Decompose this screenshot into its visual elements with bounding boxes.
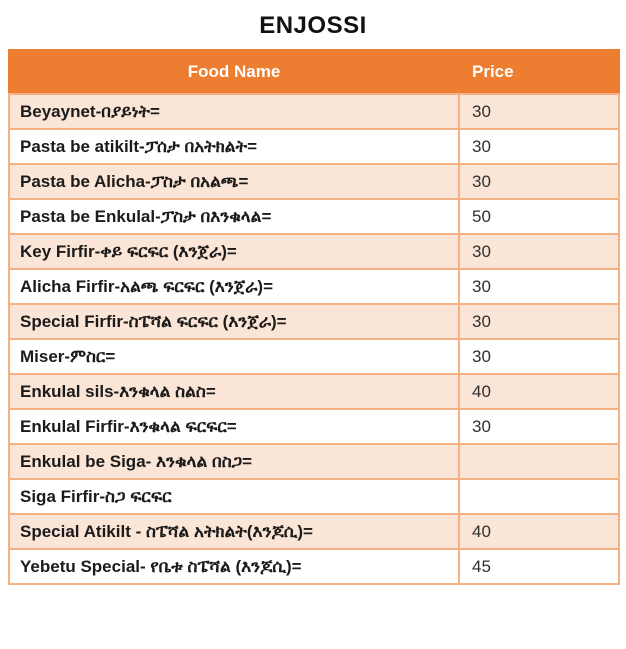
- price-cell: 30: [459, 129, 619, 164]
- table-row: [9, 444, 619, 479]
- table-row: [9, 339, 619, 374]
- table-row: [9, 199, 619, 234]
- food-name-cell: Pasta be Enkulal-ፓስታ በእንቁላል=: [9, 199, 459, 234]
- table-row: [9, 479, 619, 514]
- food-name-cell: Siga Firfir-ስጋ ፍርፍር: [9, 479, 459, 514]
- food-name-cell: Pasta be Alicha-ፓስታ በአልጫ=: [9, 164, 459, 199]
- menu-table-body: [9, 94, 619, 584]
- food-name-cell: Miser-ምስር=: [9, 339, 459, 374]
- price-cell: [459, 444, 619, 479]
- food-name-cell: Special Atikilt - ስፔሻል አትክልት(እንጆሲ)=: [9, 514, 459, 549]
- price-cell: 40: [459, 374, 619, 409]
- food-name-cell: Beyaynet-በያይነት=: [9, 94, 459, 129]
- column-header-price: Price: [459, 50, 619, 94]
- price-cell: 40: [459, 514, 619, 549]
- table-row: [9, 94, 619, 129]
- price-cell: [459, 479, 619, 514]
- price-cell: 30: [459, 409, 619, 444]
- food-name-cell: Enkulal be Siga- እንቁላል በስጋ=: [9, 444, 459, 479]
- price-cell: 45: [459, 549, 619, 584]
- food-name-cell: Yebetu Special- የቤቱ ስፔሻል (እንጆሲ)=: [9, 549, 459, 584]
- price-cell: 30: [459, 339, 619, 374]
- header-row: [9, 50, 619, 94]
- price-cell: 30: [459, 269, 619, 304]
- menu-table-header: [9, 50, 619, 94]
- food-name-cell: Enkulal Firfir-እንቁላል ፍርፍር=: [9, 409, 459, 444]
- price-cell: 50: [459, 199, 619, 234]
- food-name-cell: Alicha Firfir-አልጫ ፍርፍር (እንጀራ)=: [9, 269, 459, 304]
- food-name-cell: Special Firfir-ስፔሻል ፍርፍር (እንጀራ)=: [9, 304, 459, 339]
- price-cell: 30: [459, 304, 619, 339]
- menu-table: [8, 49, 620, 585]
- table-row: [9, 514, 619, 549]
- page-title: ENJOSSI: [259, 12, 367, 39]
- table-row: [9, 409, 619, 444]
- table-row: [9, 549, 619, 584]
- food-name-cell: Pasta be atikilt-ፓሰታ በአትክልት=: [9, 129, 459, 164]
- table-row: [9, 374, 619, 409]
- table-row: [9, 269, 619, 304]
- table-row: [9, 234, 619, 269]
- price-cell: 30: [459, 94, 619, 129]
- table-row: [9, 129, 619, 164]
- food-name-cell: Key Firfir-ቀይ ፍርፍር (እንጀራ)=: [9, 234, 459, 269]
- food-name-cell: Enkulal sils-እንቁላል ስልስ=: [9, 374, 459, 409]
- column-header-food-name: Food Name: [9, 50, 459, 94]
- table-row: [9, 304, 619, 339]
- price-cell: 30: [459, 164, 619, 199]
- table-row: [9, 164, 619, 199]
- price-cell: 30: [459, 234, 619, 269]
